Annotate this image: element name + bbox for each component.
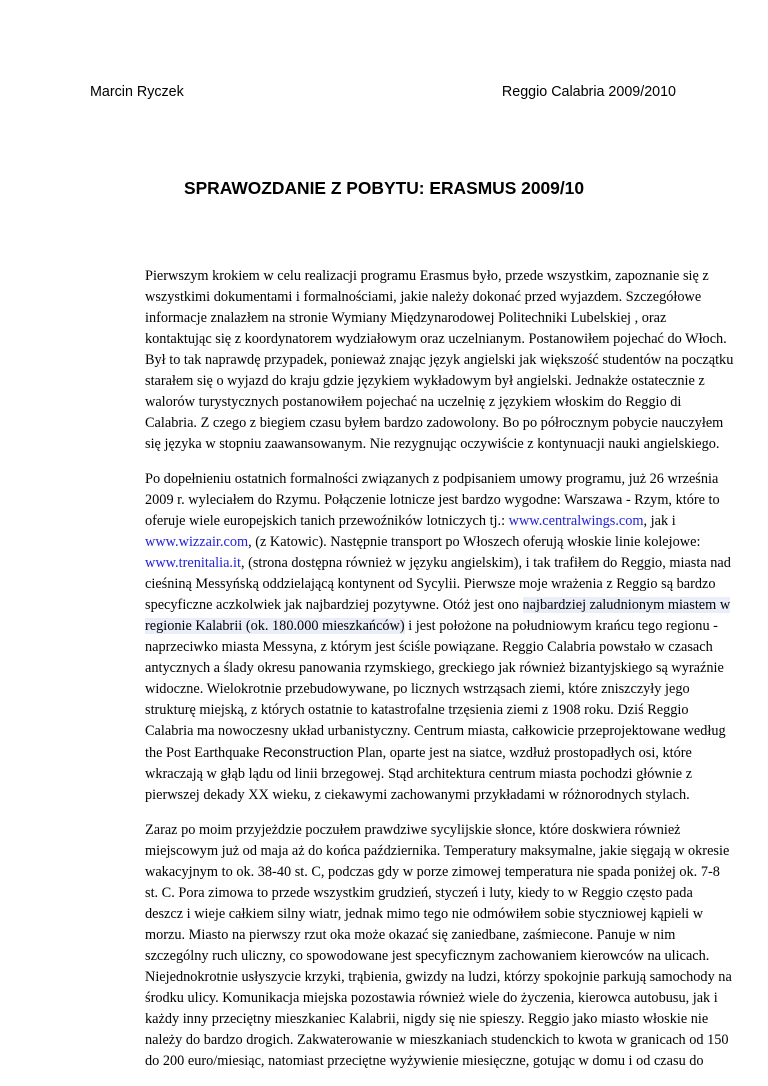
text-fragment: oferuje wiele europejskich tanich przewoźników lotniczych tj.: xyxy=(145,513,509,529)
text-line: wakacyjnym to ok. 38-40 st. C, podczas gdy w porze zimowej temperatura nie spada poniżej ok. 7-8 xyxy=(145,864,720,880)
text-fragment: Reconstruction xyxy=(262,745,354,760)
text-line: strukturę miejską, z których ostatnie to katastrofalne trzęsienia ziemi z 1908 roku. Dziś Reggio xyxy=(145,702,689,718)
link-wizzair[interactable]: www.wizzair.com xyxy=(145,534,249,550)
text-line: walorów turystycznych postanowiłem pojechać na uczelnię z językiem włoskim do Reggio di xyxy=(145,394,682,410)
link-trenitalia[interactable]: www.trenitalia.it xyxy=(145,555,241,571)
document-body xyxy=(145,266,734,1086)
text-line: st. C. Pora zimowa to przede wszystkim grudzień, styczeń i luty, kiedy to w Reggio często pada xyxy=(145,885,693,901)
text-line xyxy=(145,553,731,574)
text-line xyxy=(145,742,692,764)
text-line: się języka w stopniu zaawansowanym. Nie rezygnując oczywiście z kontynuacji nauki angielskiego. xyxy=(145,436,720,452)
text-fragment: , (strona dostępna również w języku angielskim), i tak trafiłem do Reggio, miasta nad xyxy=(240,555,731,571)
text-line: antycznych a ślady okresu panowania rzymskiego, greckiego jak również bizantyjskiego są wyraźnie xyxy=(145,660,724,676)
link-centralwings[interactable]: www.centralwings.com xyxy=(508,513,644,529)
text-line: środku ulicy. Komunikacja miejska pozostawia również wiele do życzenia, kierowca autobusu, jak i xyxy=(145,990,718,1006)
text-line: Pierwszym krokiem w celu realizacji programu Erasmus było, przede wszystkim, zapoznanie się z xyxy=(145,268,709,284)
text-line: informacje znalazłem na stronie Wymiany Międzynarodowej Politechniki Lubelskiej , oraz xyxy=(145,310,667,326)
paragraph-1 xyxy=(145,266,734,455)
text-fragment: the Post Earthquake xyxy=(145,745,263,761)
text-line: Był to tak naprawdę przypadek, ponieważ znając język angielski jak większość studentów na początku xyxy=(145,352,734,368)
highlighted-text: najbardziej zaludnionym miastem w xyxy=(522,597,731,613)
text-line xyxy=(145,511,676,532)
document-title: SPRAWOZDANIE Z POBYTU: ERASMUS 2009/10 xyxy=(183,178,585,198)
text-line: cieśniną Messyńską oddzielającą kontynent od Sycylii. Pierwsze moje wrażenia z Reggio są bardzo xyxy=(145,576,716,592)
text-line: wkraczają w głąb lądu od linii brzegowej. Stąd architektura centrum miasta pochodzi głównie z xyxy=(145,766,693,782)
paragraph-3 xyxy=(145,820,732,1072)
text-line: Po dopełnieniu ostatnich formalności związanych z podpisaniem umowy programu, już 26 września xyxy=(145,471,719,487)
text-line: pierwszej dekady XX wieku, z ciekawymi zachowanymi przykładami w różnorodnych stylach. xyxy=(145,787,690,803)
text-line xyxy=(145,532,701,553)
text-line: kontaktując się z koordynatorem wydziałowym oraz uczelnianym. Postanowiłem pojechać do Włoch. xyxy=(145,331,727,347)
text-fragment: i jest położone na południowym krańcu tego regionu - xyxy=(404,618,718,634)
header-location-year: Reggio Calabria 2009/2010 xyxy=(501,84,676,100)
text-line: Niejednokrotnie usłyszycie krzyki, trąbienia, gwizdy na ludzi, którzy spokojnie parkują samochody na xyxy=(145,969,732,985)
text-line: Calabria ma nowoczesny układ urbanistyczny. Centrum miasta, całkowicie przeprojektowane według xyxy=(145,723,726,739)
text-line: 2009 r. wyleciałem do Rzymu. Połączenie lotnicze jest bardzo wygodne: Warszawa - Rzym, które to xyxy=(145,492,720,508)
text-line: morzu. Miasto na pierwszy rzut oka może okazać się zaniedbane, zaśmiecone. Panuje w nim xyxy=(145,927,676,943)
text-line: Zaraz po moim przyjeżdzie poczułem prawdziwe sycylijskie słonce, które doskwiera również xyxy=(145,822,681,838)
text-line: naprzeciwko miasta Messyna, z którym jest ściśle powiązane. Reggio Calabria powstało w czasach xyxy=(145,639,713,655)
text-line: miejscowym już od maja aż do końca października. Temperatury maksymalne, jakie sięgają w okresie xyxy=(145,843,730,859)
text-line: Calabria. Z czego z biegiem czasu byłem bardzo zadowolony. Bo po półrocznym pobycie nauczyłem xyxy=(145,415,724,431)
text-line xyxy=(145,616,718,637)
highlighted-text: regionie Kalabrii (ok. 180.000 mieszkańców) xyxy=(145,618,405,634)
text-fragment: specyficzne aczkolwiek jak najbardziej pozytywne. Otóż jest ono xyxy=(145,597,523,613)
text-line: każdy inny przeciętny mieszkaniec Kalabrii, nigdy się nie spieszy. Reggio jako miasto włoskie nie xyxy=(145,1011,709,1027)
text-line: wszystkimi dokumentami i formalnościami, jakie należy dokonać przed wyjazdem. Szczegółowe xyxy=(145,289,702,305)
page-header xyxy=(90,84,676,100)
text-line: do 200 euro/miesiąc, natomiast przeciętne wyżywienie miesięczne, gotując w domu i od czasu do xyxy=(145,1053,704,1069)
text-line: szczególny ruch uliczny, co spowodowane jest specyficznym zachowaniem kierowców na ulicach. xyxy=(145,948,710,964)
text-line: deszcz i wieje całkiem silny wiatr, jednak mimo tego nie odmówiłem sobie styczniowej kąpieli w xyxy=(145,906,704,922)
text-line: starałem się o wyjazd do kraju gdzie językiem wykładowym był angielski. Jednakże ostatecznie z xyxy=(145,373,705,389)
text-line xyxy=(145,595,731,616)
paragraph-2 xyxy=(145,469,731,806)
text-line: należy do bardzo drogich. Zakwaterowanie w mieszkaniach studenckich to kwota w granicach od 150 xyxy=(145,1032,729,1048)
text-line: widoczne. Wielokrotnie przebudowywane, po licznych wstrząsach ziemi, które zniszczyły jego xyxy=(145,681,690,697)
text-fragment: , (z Katowic). Następnie transport po Włoszech oferują włoskie linie kolejowe: xyxy=(248,534,701,550)
text-fragment: , jak i xyxy=(643,513,676,529)
text-fragment: Plan, oparte jest na siatce, wzdłuż prostopadłych osi, które xyxy=(353,745,692,761)
header-author: Marcin Ryczek xyxy=(90,84,184,100)
